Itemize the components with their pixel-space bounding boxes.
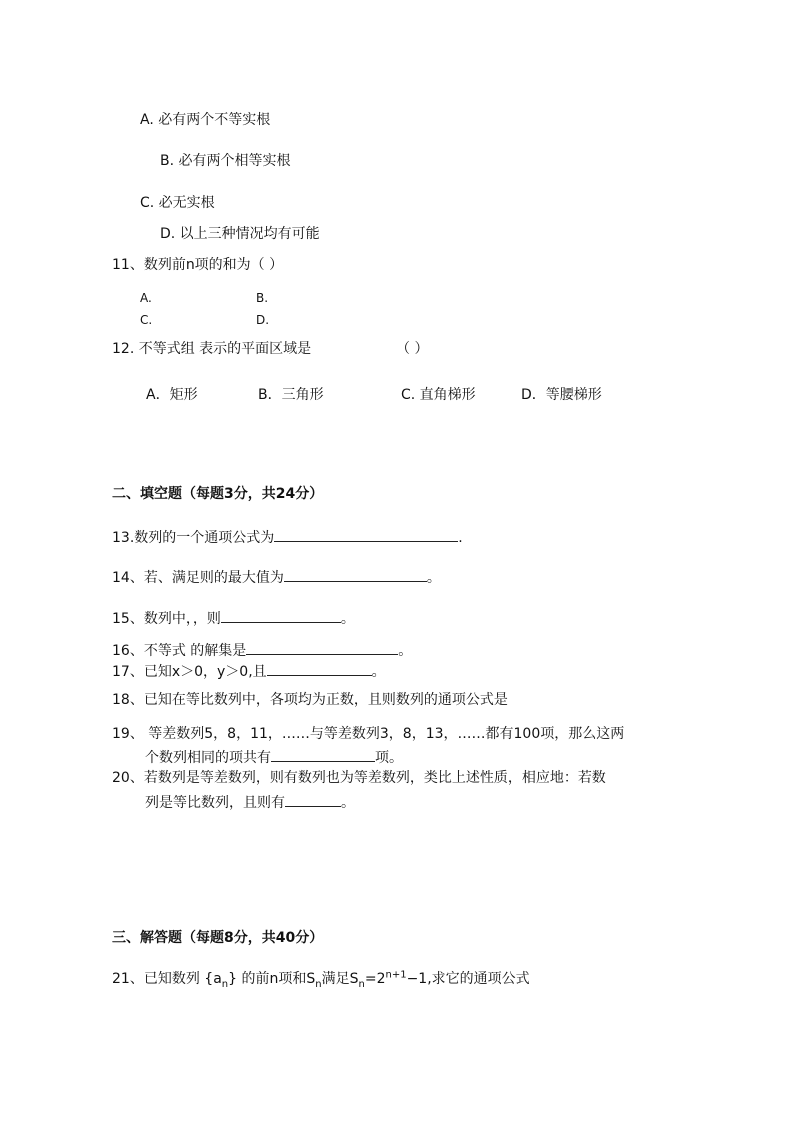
q10-option-a: A. 必有两个不等实根 [140, 112, 271, 128]
q21-set-close: } [228, 971, 238, 987]
q15-text: 15、数列中，，则 [112, 611, 221, 627]
q21-prefix: 21、已知数列 [112, 971, 200, 987]
q17 [112, 661, 386, 681]
q20-line-2-text: 列是等比数列，且则有 [145, 795, 285, 811]
q21-sub-2: n [358, 978, 365, 990]
q14 [112, 567, 441, 587]
section-3-heading: 三、解答题（每题8分，共40分） [112, 930, 324, 946]
q10-option-c: C. 必无实根 [140, 195, 215, 211]
q13-answer-blank[interactable] [274, 527, 458, 542]
q19-answer-blank[interactable] [271, 747, 375, 762]
q13-text: 13.数列的一个通项公式为 [112, 530, 275, 546]
q17-end: 。 [371, 664, 386, 680]
q15 [112, 608, 355, 628]
q11-option-b: B. [256, 291, 269, 305]
q12-option-c: C. 直角梯形 [401, 387, 476, 403]
q17-text: 17、已知x＞0，y＞0,且 [112, 664, 267, 680]
q21-tail: −1,求它的通项公式 [406, 971, 530, 987]
q20-line-1: 20、若数列是等差数列，则有数列也为等差数列，类比上述性质，相应地：若数 [112, 770, 606, 786]
q15-answer-blank[interactable] [221, 608, 341, 623]
q14-text: 14、若、满足则的最大值为 [112, 570, 284, 586]
q21-set-open: {a [204, 971, 222, 987]
section-2-heading: 二、填空题（每题3分，共24分） [112, 486, 324, 502]
q14-answer-blank[interactable] [284, 567, 427, 582]
q16-end: 。 [398, 643, 413, 659]
q12-option-b: B．三角形 [258, 387, 324, 403]
q19-line-1: 19、 等差数列5，8，11，……与等差数列3，8，13，……都有100项，那么这两 [112, 726, 625, 742]
q16 [112, 640, 412, 660]
q14-end: 。 [426, 570, 441, 586]
q11-stem: 11、数列前n项的和为（ ） [112, 257, 284, 273]
q17-answer-blank[interactable] [267, 661, 372, 676]
q21-exponent: n+1 [385, 969, 407, 981]
q10-option-d: D. 以上三种情况均有可能 [160, 226, 320, 242]
q15-end: 。 [340, 611, 355, 627]
q12-stem: 12. 不等式组 表示的平面区域是 [112, 341, 312, 357]
q21 [112, 970, 530, 988]
q12-option-a: A．矩形 [146, 387, 198, 403]
q10-option-b: B. 必有两个相等实根 [160, 153, 291, 169]
q16-answer-blank[interactable] [246, 640, 398, 655]
q21-mid-2: 满足S [321, 971, 359, 987]
q11-option-d: D. [256, 313, 270, 327]
q11-option-a: A. [140, 291, 152, 305]
q19-line-2 [145, 747, 403, 767]
q12-answer-paren: （ ） [396, 341, 429, 357]
q21-eq: =2 [364, 971, 386, 987]
q13-end: . [458, 530, 463, 546]
q18-text: 18、已知在等比数列中，各项均为正数，且则数列的通项公式是 [112, 692, 508, 708]
q21-set-subscript: n [221, 978, 229, 990]
q12-option-d: D．等腰梯形 [521, 387, 602, 403]
q13 [112, 527, 463, 547]
q20-line-2 [145, 792, 355, 812]
q16-text: 16、不等式 的解集是 [112, 643, 247, 659]
q19-line-2-end: 项。 [375, 750, 403, 766]
q20-line-2-end: 。 [341, 795, 355, 811]
q21-mid-1: 的前n项和S [241, 971, 316, 987]
q19-line-2-text: 个数列相同的项共有 [145, 750, 271, 766]
q21-sub-1: n [315, 978, 322, 990]
q20-answer-blank[interactable] [285, 792, 341, 807]
q11-option-c: C. [140, 313, 153, 327]
